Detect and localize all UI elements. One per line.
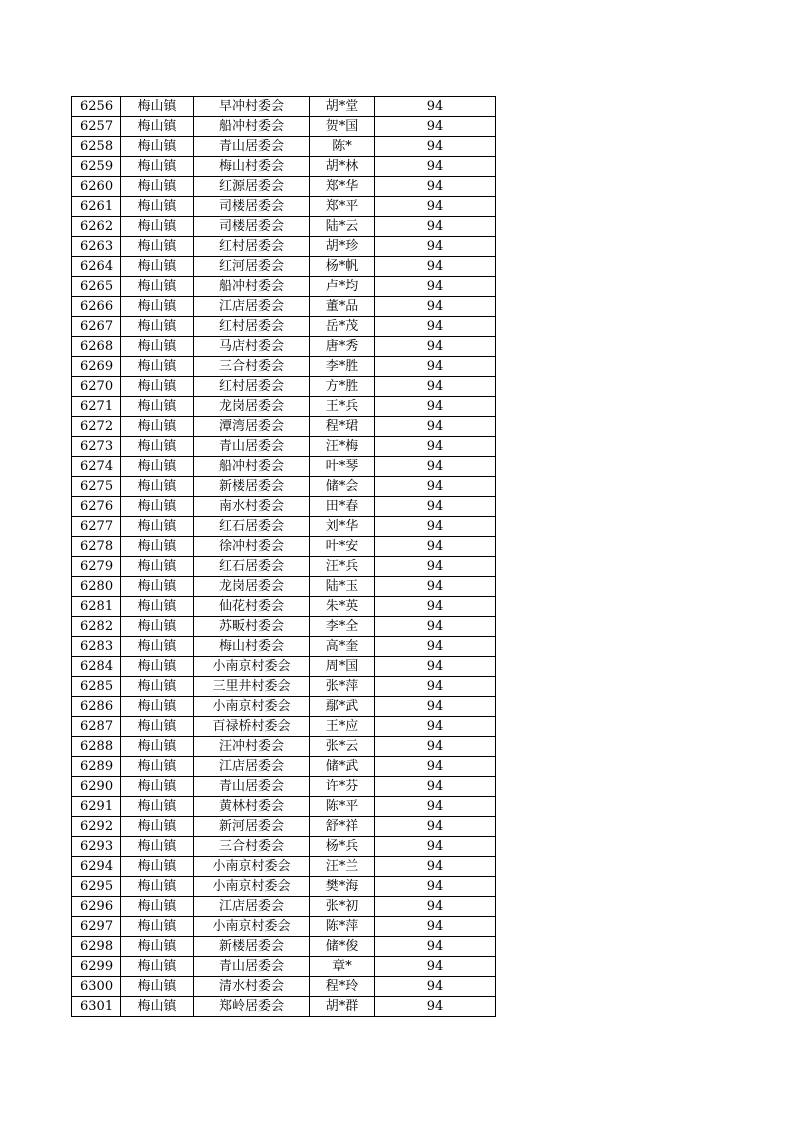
- cell-town: 梅山镇: [121, 517, 194, 537]
- cell-score: 94: [375, 257, 496, 277]
- table-row: [72, 817, 496, 837]
- cell-name: 胡*珍: [310, 237, 375, 257]
- cell-village: 小南京村委会: [194, 697, 310, 717]
- cell-score: 94: [375, 877, 496, 897]
- cell-town: 梅山镇: [121, 537, 194, 557]
- cell-town: 梅山镇: [121, 477, 194, 497]
- table-row: [72, 957, 496, 977]
- cell-id: 6277: [72, 517, 121, 537]
- cell-score: 94: [375, 837, 496, 857]
- cell-town: 梅山镇: [121, 837, 194, 857]
- cell-village: 仙花村委会: [194, 597, 310, 617]
- table-row: [72, 557, 496, 577]
- cell-score: 94: [375, 97, 496, 117]
- cell-name: 陈*萍: [310, 917, 375, 937]
- cell-name: 胡*群: [310, 997, 375, 1017]
- cell-village: 梅山村委会: [194, 157, 310, 177]
- table-row: [72, 777, 496, 797]
- cell-name: 方*胜: [310, 377, 375, 397]
- cell-score: 94: [375, 177, 496, 197]
- cell-town: 梅山镇: [121, 957, 194, 977]
- cell-town: 梅山镇: [121, 717, 194, 737]
- cell-score: 94: [375, 317, 496, 337]
- cell-id: 6294: [72, 857, 121, 877]
- cell-village: 郑岭居委会: [194, 997, 310, 1017]
- cell-name: 朱*英: [310, 597, 375, 617]
- cell-id: 6264: [72, 257, 121, 277]
- cell-id: 6256: [72, 97, 121, 117]
- cell-id: 6269: [72, 357, 121, 377]
- cell-village: 龙岗居委会: [194, 397, 310, 417]
- cell-score: 94: [375, 897, 496, 917]
- cell-village: 清水村委会: [194, 977, 310, 997]
- table-row: [72, 757, 496, 777]
- cell-town: 梅山镇: [121, 277, 194, 297]
- cell-name: 胡*林: [310, 157, 375, 177]
- cell-id: 6295: [72, 877, 121, 897]
- data-table: [71, 96, 496, 1017]
- table-row: [72, 397, 496, 417]
- cell-name: 储*会: [310, 477, 375, 497]
- table-row: [72, 217, 496, 237]
- cell-id: 6285: [72, 677, 121, 697]
- cell-id: 6301: [72, 997, 121, 1017]
- table-row: [72, 717, 496, 737]
- cell-id: 6266: [72, 297, 121, 317]
- table-row: [72, 917, 496, 937]
- cell-village: 汪冲村委会: [194, 737, 310, 757]
- cell-village: 百禄桥村委会: [194, 717, 310, 737]
- cell-town: 梅山镇: [121, 357, 194, 377]
- cell-score: 94: [375, 857, 496, 877]
- cell-id: 6268: [72, 337, 121, 357]
- cell-village: 青山居委会: [194, 437, 310, 457]
- cell-town: 梅山镇: [121, 257, 194, 277]
- cell-town: 梅山镇: [121, 917, 194, 937]
- cell-name: 高*奎: [310, 637, 375, 657]
- table-row: [72, 597, 496, 617]
- cell-id: 6274: [72, 457, 121, 477]
- cell-name: 程*玲: [310, 977, 375, 997]
- cell-score: 94: [375, 437, 496, 457]
- cell-town: 梅山镇: [121, 897, 194, 917]
- cell-name: 樊*海: [310, 877, 375, 897]
- cell-town: 梅山镇: [121, 157, 194, 177]
- cell-village: 新楼居委会: [194, 937, 310, 957]
- cell-id: 6278: [72, 537, 121, 557]
- cell-name: 李*胜: [310, 357, 375, 377]
- cell-id: 6291: [72, 797, 121, 817]
- cell-id: 6262: [72, 217, 121, 237]
- table-row: [72, 857, 496, 877]
- cell-town: 梅山镇: [121, 657, 194, 677]
- cell-name: 杨*兵: [310, 837, 375, 857]
- cell-id: 6289: [72, 757, 121, 777]
- cell-id: 6259: [72, 157, 121, 177]
- cell-village: 船冲村委会: [194, 277, 310, 297]
- table-row: [72, 117, 496, 137]
- cell-id: 6282: [72, 617, 121, 637]
- cell-name: 舒*祥: [310, 817, 375, 837]
- cell-score: 94: [375, 477, 496, 497]
- cell-town: 梅山镇: [121, 557, 194, 577]
- table-row: [72, 97, 496, 117]
- table-row: [72, 517, 496, 537]
- cell-town: 梅山镇: [121, 137, 194, 157]
- table-row: [72, 377, 496, 397]
- table-row: [72, 657, 496, 677]
- table-row: [72, 137, 496, 157]
- cell-name: 张*萍: [310, 677, 375, 697]
- cell-village: 红河居委会: [194, 257, 310, 277]
- cell-id: 6263: [72, 237, 121, 257]
- cell-town: 梅山镇: [121, 637, 194, 657]
- cell-score: 94: [375, 657, 496, 677]
- cell-name: 卢*均: [310, 277, 375, 297]
- cell-village: 江店居委会: [194, 897, 310, 917]
- cell-id: 6265: [72, 277, 121, 297]
- table-row: [72, 477, 496, 497]
- table-row: [72, 997, 496, 1017]
- cell-village: 新河居委会: [194, 817, 310, 837]
- cell-village: 红村居委会: [194, 237, 310, 257]
- cell-village: 小南京村委会: [194, 857, 310, 877]
- cell-name: 岳*茂: [310, 317, 375, 337]
- cell-name: 章*: [310, 957, 375, 977]
- cell-village: 青山居委会: [194, 137, 310, 157]
- cell-id: 6257: [72, 117, 121, 137]
- cell-village: 江店居委会: [194, 757, 310, 777]
- cell-id: 6290: [72, 777, 121, 797]
- cell-town: 梅山镇: [121, 397, 194, 417]
- cell-town: 梅山镇: [121, 217, 194, 237]
- cell-village: 小南京村委会: [194, 657, 310, 677]
- cell-village: 徐冲村委会: [194, 537, 310, 557]
- cell-score: 94: [375, 297, 496, 317]
- cell-name: 王*应: [310, 717, 375, 737]
- cell-town: 梅山镇: [121, 877, 194, 897]
- table-row: [72, 337, 496, 357]
- cell-score: 94: [375, 217, 496, 237]
- cell-name: 许*芬: [310, 777, 375, 797]
- cell-town: 梅山镇: [121, 377, 194, 397]
- cell-score: 94: [375, 417, 496, 437]
- cell-town: 梅山镇: [121, 457, 194, 477]
- table-row: [72, 897, 496, 917]
- cell-score: 94: [375, 197, 496, 217]
- table-row: [72, 357, 496, 377]
- cell-score: 94: [375, 497, 496, 517]
- cell-score: 94: [375, 597, 496, 617]
- cell-town: 梅山镇: [121, 237, 194, 257]
- cell-score: 94: [375, 337, 496, 357]
- cell-village: 早冲村委会: [194, 97, 310, 117]
- cell-score: 94: [375, 677, 496, 697]
- table-row: [72, 417, 496, 437]
- cell-id: 6296: [72, 897, 121, 917]
- cell-name: 陈*: [310, 137, 375, 157]
- cell-name: 陆*玉: [310, 577, 375, 597]
- cell-id: 6298: [72, 937, 121, 957]
- cell-name: 郑*平: [310, 197, 375, 217]
- cell-score: 94: [375, 377, 496, 397]
- cell-town: 梅山镇: [121, 937, 194, 957]
- table-row: [72, 697, 496, 717]
- cell-score: 94: [375, 617, 496, 637]
- cell-village: 马店村委会: [194, 337, 310, 357]
- cell-score: 94: [375, 737, 496, 757]
- cell-id: 6281: [72, 597, 121, 617]
- table-row: [72, 237, 496, 257]
- cell-score: 94: [375, 697, 496, 717]
- cell-score: 94: [375, 557, 496, 577]
- cell-name: 汪*兰: [310, 857, 375, 877]
- table-row: [72, 257, 496, 277]
- table-body: [72, 97, 496, 1017]
- cell-score: 94: [375, 977, 496, 997]
- table-row: [72, 157, 496, 177]
- cell-score: 94: [375, 457, 496, 477]
- cell-score: 94: [375, 117, 496, 137]
- cell-village: 红石居委会: [194, 557, 310, 577]
- cell-town: 梅山镇: [121, 317, 194, 337]
- cell-name: 张*初: [310, 897, 375, 917]
- cell-score: 94: [375, 757, 496, 777]
- cell-id: 6292: [72, 817, 121, 837]
- cell-town: 梅山镇: [121, 737, 194, 757]
- cell-id: 6267: [72, 317, 121, 337]
- table-row: [72, 877, 496, 897]
- cell-name: 鄢*武: [310, 697, 375, 717]
- table-row: [72, 197, 496, 217]
- cell-id: 6293: [72, 837, 121, 857]
- table-row: [72, 177, 496, 197]
- cell-score: 94: [375, 397, 496, 417]
- cell-name: 郑*华: [310, 177, 375, 197]
- cell-name: 叶*安: [310, 537, 375, 557]
- cell-score: 94: [375, 937, 496, 957]
- table-row: [72, 317, 496, 337]
- table-row: [72, 617, 496, 637]
- cell-id: 6275: [72, 477, 121, 497]
- cell-town: 梅山镇: [121, 617, 194, 637]
- cell-village: 三里井村委会: [194, 677, 310, 697]
- cell-score: 94: [375, 517, 496, 537]
- cell-town: 梅山镇: [121, 577, 194, 597]
- cell-town: 梅山镇: [121, 697, 194, 717]
- table-row: [72, 457, 496, 477]
- cell-village: 江店居委会: [194, 297, 310, 317]
- cell-id: 6273: [72, 437, 121, 457]
- cell-score: 94: [375, 997, 496, 1017]
- cell-town: 梅山镇: [121, 497, 194, 517]
- cell-name: 陆*云: [310, 217, 375, 237]
- cell-name: 田*春: [310, 497, 375, 517]
- cell-village: 船冲村委会: [194, 117, 310, 137]
- cell-score: 94: [375, 777, 496, 797]
- cell-town: 梅山镇: [121, 997, 194, 1017]
- cell-name: 周*国: [310, 657, 375, 677]
- cell-score: 94: [375, 277, 496, 297]
- cell-village: 南水村委会: [194, 497, 310, 517]
- cell-town: 梅山镇: [121, 677, 194, 697]
- cell-village: 青山居委会: [194, 957, 310, 977]
- cell-score: 94: [375, 237, 496, 257]
- table-row: [72, 677, 496, 697]
- cell-village: 龙岗居委会: [194, 577, 310, 597]
- cell-village: 司楼居委会: [194, 217, 310, 237]
- cell-name: 储*武: [310, 757, 375, 777]
- cell-id: 6297: [72, 917, 121, 937]
- cell-name: 程*珺: [310, 417, 375, 437]
- cell-town: 梅山镇: [121, 797, 194, 817]
- table-row: [72, 577, 496, 597]
- cell-score: 94: [375, 717, 496, 737]
- cell-score: 94: [375, 797, 496, 817]
- cell-village: 黄林村委会: [194, 797, 310, 817]
- cell-village: 三合村委会: [194, 357, 310, 377]
- cell-id: 6258: [72, 137, 121, 157]
- cell-name: 李*全: [310, 617, 375, 637]
- cell-village: 三合村委会: [194, 837, 310, 857]
- table-row: [72, 537, 496, 557]
- cell-id: 6271: [72, 397, 121, 417]
- cell-town: 梅山镇: [121, 297, 194, 317]
- cell-score: 94: [375, 357, 496, 377]
- cell-id: 6288: [72, 737, 121, 757]
- cell-id: 6283: [72, 637, 121, 657]
- cell-id: 6261: [72, 197, 121, 217]
- cell-village: 新楼居委会: [194, 477, 310, 497]
- cell-town: 梅山镇: [121, 417, 194, 437]
- cell-town: 梅山镇: [121, 857, 194, 877]
- cell-village: 小南京村委会: [194, 917, 310, 937]
- cell-score: 94: [375, 817, 496, 837]
- cell-id: 6276: [72, 497, 121, 517]
- cell-village: 司楼居委会: [194, 197, 310, 217]
- table-row: [72, 437, 496, 457]
- cell-score: 94: [375, 577, 496, 597]
- cell-village: 梅山村委会: [194, 637, 310, 657]
- table-row: [72, 637, 496, 657]
- table-row: [72, 497, 496, 517]
- cell-score: 94: [375, 957, 496, 977]
- cell-name: 储*俊: [310, 937, 375, 957]
- cell-score: 94: [375, 137, 496, 157]
- cell-name: 汪*梅: [310, 437, 375, 457]
- cell-id: 6260: [72, 177, 121, 197]
- cell-id: 6280: [72, 577, 121, 597]
- cell-name: 董*品: [310, 297, 375, 317]
- cell-town: 梅山镇: [121, 777, 194, 797]
- cell-town: 梅山镇: [121, 117, 194, 137]
- cell-score: 94: [375, 537, 496, 557]
- cell-village: 红石居委会: [194, 517, 310, 537]
- cell-id: 6286: [72, 697, 121, 717]
- cell-id: 6287: [72, 717, 121, 737]
- cell-village: 红村居委会: [194, 317, 310, 337]
- cell-town: 梅山镇: [121, 817, 194, 837]
- cell-village: 苏畈村委会: [194, 617, 310, 637]
- cell-town: 梅山镇: [121, 437, 194, 457]
- table-row: [72, 937, 496, 957]
- cell-village: 潭湾居委会: [194, 417, 310, 437]
- cell-score: 94: [375, 637, 496, 657]
- table-row: [72, 737, 496, 757]
- cell-name: 杨*帆: [310, 257, 375, 277]
- table-row: [72, 837, 496, 857]
- cell-village: 船冲村委会: [194, 457, 310, 477]
- cell-village: 小南京村委会: [194, 877, 310, 897]
- cell-score: 94: [375, 157, 496, 177]
- cell-town: 梅山镇: [121, 597, 194, 617]
- table-row: [72, 277, 496, 297]
- cell-name: 王*兵: [310, 397, 375, 417]
- table-row: [72, 977, 496, 997]
- cell-id: 6284: [72, 657, 121, 677]
- cell-id: 6300: [72, 977, 121, 997]
- cell-name: 刘*华: [310, 517, 375, 537]
- table-row: [72, 797, 496, 817]
- cell-score: 94: [375, 917, 496, 937]
- cell-town: 梅山镇: [121, 977, 194, 997]
- cell-name: 贺*国: [310, 117, 375, 137]
- cell-town: 梅山镇: [121, 337, 194, 357]
- cell-town: 梅山镇: [121, 197, 194, 217]
- cell-name: 胡*堂: [310, 97, 375, 117]
- cell-id: 6272: [72, 417, 121, 437]
- cell-town: 梅山镇: [121, 177, 194, 197]
- cell-name: 陈*平: [310, 797, 375, 817]
- table-row: [72, 297, 496, 317]
- cell-name: 汪*兵: [310, 557, 375, 577]
- cell-name: 唐*秀: [310, 337, 375, 357]
- cell-village: 红村居委会: [194, 377, 310, 397]
- cell-name: 张*云: [310, 737, 375, 757]
- cell-id: 6299: [72, 957, 121, 977]
- cell-id: 6279: [72, 557, 121, 577]
- cell-town: 梅山镇: [121, 97, 194, 117]
- cell-name: 叶*琴: [310, 457, 375, 477]
- cell-village: 红源居委会: [194, 177, 310, 197]
- cell-id: 6270: [72, 377, 121, 397]
- cell-town: 梅山镇: [121, 757, 194, 777]
- cell-village: 青山居委会: [194, 777, 310, 797]
